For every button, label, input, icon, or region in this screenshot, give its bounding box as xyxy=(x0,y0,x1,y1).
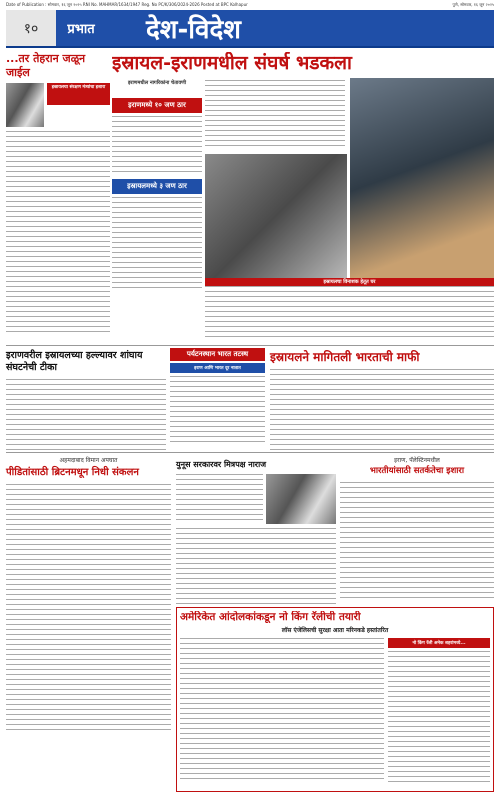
divider-2 xyxy=(6,452,494,453)
advisory-body xyxy=(340,482,494,602)
yunus-photo xyxy=(266,474,336,524)
no-king-headline: अमेरिकेत आंदोलकांकडून नो किंग रॅलीची तयारी xyxy=(180,611,361,623)
no-king-story xyxy=(176,607,494,792)
main-story-body xyxy=(205,80,345,150)
sco-headline: इराणवरील इस्रायलच्या हल्ल्यावर शांघाय संघटनेची टीका xyxy=(6,350,143,373)
section-title: देश-विदेश xyxy=(106,10,394,46)
publication-details: Date of Publication : सोमवार, १६ जून २०२५ RNI No. MAHMAR/1634/1947 Reg. No PC/K/306/2024-2026 Posted at BPC Kolhapur xyxy=(6,2,248,7)
yunus-body-left xyxy=(176,474,263,524)
brand-logo: प्रभात xyxy=(56,10,106,46)
neutral-badge: पर्यटनस्थान भारत तटस्थ xyxy=(170,348,265,361)
airstrike-photo xyxy=(350,78,494,278)
casualty-box-body xyxy=(112,116,202,176)
neutral-body xyxy=(170,376,265,446)
casualty-iran: इराणमध्ये १० जण ठार xyxy=(112,98,202,113)
no-king-body xyxy=(180,638,384,783)
yunus-story xyxy=(176,460,336,606)
official-portrait xyxy=(6,83,44,127)
casualty-box-kicker: इराणमधील नागरिकांना चेतावणी xyxy=(127,80,187,86)
issue-date: पुणे, सोमवार, १६ जून २०२५ xyxy=(452,2,494,7)
casualty-box xyxy=(112,80,202,292)
masthead-right-band xyxy=(394,10,494,46)
advisory-kicker: इराण, पॅलेस्टिनमधील xyxy=(394,457,440,464)
fundraise-body xyxy=(6,484,171,734)
fundraise-story xyxy=(6,456,171,734)
advisory-story xyxy=(340,456,494,602)
neutral-sub-badge: इराण आणि भारत दूर नातात xyxy=(170,363,265,373)
apology-story xyxy=(270,350,494,451)
no-king-subheadline: लॉस एंजेलिसची सुरक्षा आता मरिनकडे हस्तांतरित xyxy=(281,627,389,634)
masthead xyxy=(6,10,494,48)
left-story-headline: ...तर तेहरान जळून जाईल xyxy=(6,52,86,79)
yunus-body xyxy=(176,528,336,606)
skyline-photo xyxy=(205,154,347,278)
neutral-box xyxy=(170,348,265,446)
page-number: १० xyxy=(6,10,56,46)
main-headline: इस्रायल-इराणमधील संघर्ष भडकला xyxy=(112,52,352,74)
main-story-lower-body xyxy=(205,286,494,341)
left-story-body xyxy=(6,131,110,336)
fundraise-headline: पीडितांसाठी ब्रिटनमधून निधी संकलन xyxy=(6,467,139,478)
photo-caption: इस्रायलचा विनाशक हेतूत घर xyxy=(205,278,494,286)
sco-story xyxy=(6,350,166,451)
divider-1 xyxy=(6,345,494,346)
center-body-lower xyxy=(112,197,202,292)
no-king-side-body xyxy=(388,651,490,783)
fundraise-kicker: अहमदाबाद विमान अपघात xyxy=(59,457,118,464)
left-story xyxy=(6,52,110,336)
casualty-israel: इस्रायलमध्ये ३ जण ठार xyxy=(112,179,202,194)
sidebar-title: इस्रायलचा संरक्षण मंत्र्यांचा इशारा xyxy=(47,83,110,105)
apology-headline: इस्रायलने मागितली भारताची माफी xyxy=(270,350,420,364)
advisory-headline: भारतीयांसाठी सतर्कतेचा इशारा xyxy=(369,466,465,476)
publication-info-line xyxy=(6,0,494,10)
apology-body xyxy=(270,369,494,451)
yunus-headline: युनूस सरकारवर मित्रपक्ष नाराज xyxy=(176,460,267,469)
sco-body xyxy=(6,379,166,451)
no-king-kicker: नो किंग रॅली अनेक शहरांमध्ये... xyxy=(388,638,490,648)
